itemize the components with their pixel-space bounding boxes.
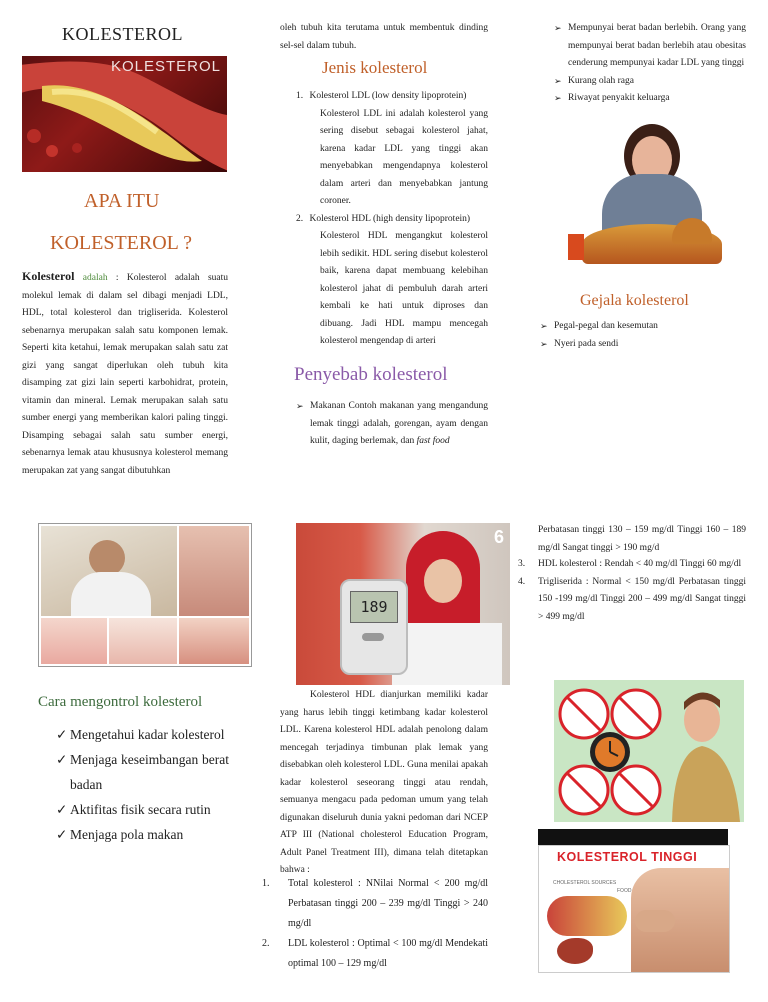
poster-food: FOOD xyxy=(617,888,632,894)
jenis-item-ldl xyxy=(296,88,488,211)
jenis-heading: Jenis kolesterol xyxy=(322,58,428,77)
gejala-item: ➢ Nyeri pada sendi xyxy=(540,336,740,354)
level-text: Trigliserida : Normal < 150 mg/dl Perbatasan tinggi 150 -199 mg/dl Tinggi 200 – 499 mg/dl Sangat tinggi > 499 mg/dl xyxy=(538,576,746,622)
gejala-heading: Gejala kolesterol xyxy=(580,292,689,309)
level-item xyxy=(262,874,488,934)
artery-banner-image xyxy=(22,56,227,172)
jenis-title: Kolesterol LDL (low density lipoprotein) xyxy=(309,91,467,101)
level-text: HDL kolesterol : Rendah < 40 mg/dl Tinggi 60 mg/dl xyxy=(538,559,742,569)
jenis-num: 1. xyxy=(296,91,304,101)
control-item: ✓ Menjaga keseimbangan berat badan xyxy=(56,747,229,797)
intro-paragraph xyxy=(22,268,228,480)
levels-continuation: Perbatasan tinggi 130 – 159 mg/dl Tinggi 160 – 189 mg/dl Sangat tinggi > 190 mg/d xyxy=(538,525,746,553)
man-neck-pain-photo xyxy=(41,526,177,616)
joint-pain-collage xyxy=(38,523,252,667)
knee-photo xyxy=(179,618,249,664)
question-heading-line1: APA ITU xyxy=(84,190,160,212)
banner-title: KOLESTEROL xyxy=(110,58,221,75)
level-num: 1. xyxy=(262,878,270,889)
level-item xyxy=(518,556,746,574)
channel-logo: 6 xyxy=(493,527,504,547)
penyebab-text: Makanan Contoh makanan yang mengandung lemak tinggi adalah, gorengan, ayam dengan kulit, daging berlemak, dan xyxy=(310,401,488,446)
level-num: 4. xyxy=(518,576,526,587)
hdl-paragraph: Kolesterol HDL dianjurkan memiliki kadar yang harus lebih tinggi ketimbang kadar kolesterol LDL. Karena kolesterol HDL adalah penolong dalam mencegah terjadinya timbunan plak lemak yang disebabkan oleh kolesterol LDL. Guna menilai apakah kadar kolesterol seseorang tinggi atau rendah, semuanya mengacu pada pedoman umum yang telah digunakan diseluruh dunia yakni pedoman dari NCEP ATP III (National cholesterol Education Program, Adult Panel Treatment III), dimana telah ditetapkan bahwa : xyxy=(280,690,488,875)
jenis-num: 2. xyxy=(296,213,304,224)
hands-photo xyxy=(179,526,249,616)
control-list xyxy=(56,722,229,847)
question-heading-line2: KOLESTEROL ? xyxy=(50,232,193,254)
artery-cross-section xyxy=(547,896,627,936)
penyebab-item xyxy=(296,398,488,451)
level-text: Total kolesterol : NNilai Normal < 200 mg/dl Perbatasan tinggi 200 – 239 mg/dl Tinggi > 240 mg/dl xyxy=(288,878,488,929)
page-title: KOLESTEROL xyxy=(62,24,183,44)
meter-screen: 189 xyxy=(350,591,398,623)
level-num: 3. xyxy=(518,559,526,569)
penyebab-heading: Penyebab kolesterol xyxy=(294,364,448,385)
penyebab-list-cont xyxy=(554,20,746,108)
woman-fast-food-photo xyxy=(562,124,730,274)
foot-photo xyxy=(41,618,107,664)
penyebab-list xyxy=(296,398,488,451)
black-strip xyxy=(538,829,728,845)
poster-sources: CHOLESTEROL SOURCES xyxy=(553,880,617,886)
gejala-list xyxy=(540,318,740,353)
intro-continuation: oleh tubuh kita terutama untuk membentuk dinding sel-sel dalam tubuh. xyxy=(280,23,488,51)
level-num: 2. xyxy=(262,938,270,949)
penyebab-item: ➢ Mempunyai berat badan berlebih. Orang yang mempunyai berat badan berlebih atau obesitas cenderung mempunyai kadar LDL yang tinggi xyxy=(554,20,746,73)
kolesterol-tinggi-poster xyxy=(538,845,730,973)
intro-adalah: adalah xyxy=(82,273,108,283)
level-item xyxy=(518,574,746,627)
intro-keyword: Kolesterol xyxy=(22,269,75,283)
gejala-item: ➢ Pegal-pegal dan kesemutan xyxy=(540,318,740,336)
diet-illustration xyxy=(554,680,744,822)
glucose-meter-photo xyxy=(296,523,510,685)
penyebab-item: ➢ Riwayat penyakit keluarga xyxy=(554,90,746,108)
liver-shape xyxy=(557,938,593,964)
glucose-meter xyxy=(340,579,408,675)
control-item: ✓ Aktifitas fisik secara rutin xyxy=(56,797,229,822)
jenis-text: Kolesterol HDL mengangkut kolesterol lebih sedikit. HDL sering disebut kolesterol baik, karena dapat membuang kelebihan kolesterol jahat di pembuluh darah arteri kembali ke hati untuk diproses dan dibuang. Jadi HDL mampu mencegah kolesterol mengendap di arteri xyxy=(320,231,488,346)
penyebab-italic: fast food xyxy=(416,436,450,446)
ankle-photo xyxy=(109,618,177,664)
poster-title: KOLESTEROL TINGGI xyxy=(557,850,698,864)
intro-text: : Kolesterol adalah suatu molekul lemak di dalam sel dibagi menjadi LDL, HDL, total kolesterol dan trigliserida. Kolesterol sebenarnya merupakan salah satu komponen lemak. Seperti kita ketahui, lemak merupakan salah satu zat gizi yang sangat diperlukan oleh tubuh kita disamping zat gizi lain seperti karbohidrat, protein, vitamin dan mineral. Lemak merupakan salah satu sumber energi yang memberikan kalori paling tinggi. Disamping sebagai salah satu sumber energi, sebenarnya lemak atau khususnya kolesterol memang merupakan zat yang sangat dibutuhkan xyxy=(22,273,228,476)
control-item: ✓ Menjaga pola makan xyxy=(56,822,229,847)
level-item xyxy=(262,934,488,974)
jenis-item-hdl xyxy=(296,211,488,351)
penyebab-item: ➢ Kurang olah raga xyxy=(554,73,746,91)
jenis-title: Kolesterol HDL (high density lipoprotein) xyxy=(309,213,471,224)
jenis-text: Kolesterol LDL ini adalah kolesterol yang sering disebut sebagai kolesterol jahat, karena kadar LDL yang tinggi akan menyebabkan mengendapnya kolesterol dalam arteri dan menyebabkan jantung coroner. xyxy=(320,108,488,206)
control-item: ✓ Mengetahui kadar kolesterol xyxy=(56,722,229,747)
levels-list-b xyxy=(518,556,746,626)
level-text: LDL kolesterol : Optimal < 100 mg/dl Mendekati optimal 100 – 129 mg/dl xyxy=(288,938,488,969)
control-heading: Cara mengontrol kolesterol xyxy=(38,694,203,710)
jenis-list xyxy=(296,88,488,351)
levels-list-a xyxy=(262,874,488,974)
diet-clock-illustration xyxy=(554,680,744,822)
